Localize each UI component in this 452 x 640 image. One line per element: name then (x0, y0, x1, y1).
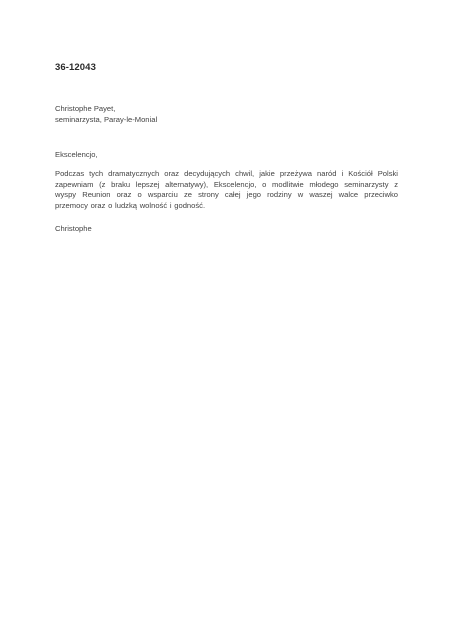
salutation: Ekscelencjo, (55, 150, 98, 159)
body-line: Podczas tych dramatycznych oraz decydujących chwil, jakie przeżywa naród i Kościół Polski (55, 169, 398, 178)
letter-body (55, 169, 398, 211)
sender-details: seminarzysta, Paray-le-Monial (55, 115, 158, 124)
sender-name: Christophe Payet, (55, 104, 116, 113)
body-line: wyspy Reunion oraz o wsparciu ze strony całej jego rodziny w waszej walce przeciwko (55, 190, 398, 200)
body-line: przemocy oraz o ludzką wolność i godność. (55, 200, 206, 210)
document-id: 36-12043 (55, 62, 96, 73)
body-line: zapewniam (z braku lepszej alternatywy), Ekscelencjo, o modlitwie młodego seminarzysty z (55, 179, 398, 189)
sender-block (55, 103, 157, 125)
signature: Christophe (55, 224, 92, 233)
